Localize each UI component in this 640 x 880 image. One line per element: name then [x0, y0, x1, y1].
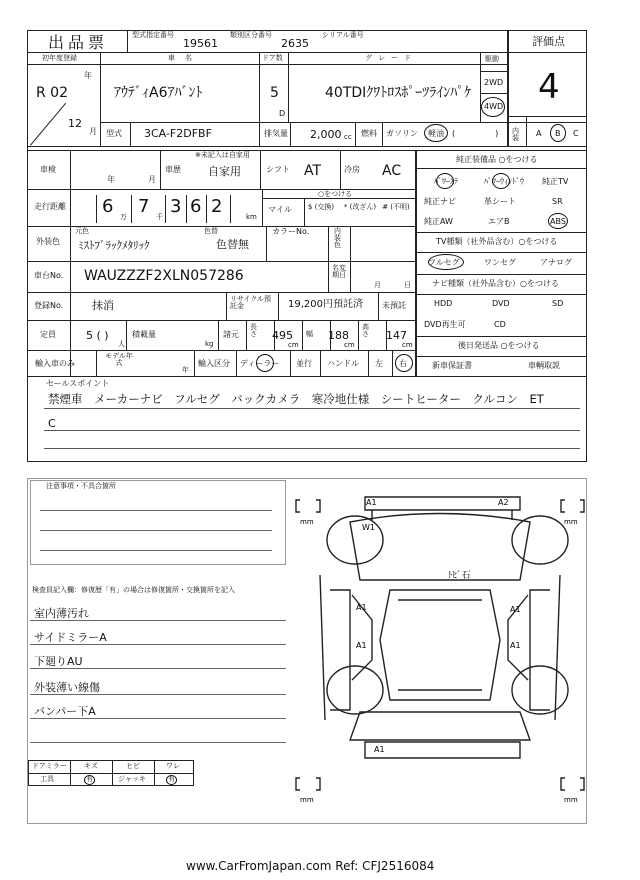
fuel-gasoline: ガソリン — [386, 129, 418, 138]
navi-sd: SD — [552, 299, 564, 308]
mileage-d4: 6 — [190, 196, 202, 217]
load-unit: kg — [205, 340, 214, 348]
mark-chip: ﾄﾋﾞ石 — [448, 571, 471, 581]
handle-label: ハンドル — [327, 359, 359, 368]
recolor-label: 色替 — [204, 227, 218, 235]
tv-analog: アナログ — [540, 258, 572, 267]
navi-cd: CD — [494, 320, 506, 329]
legend-h3: ヒビ — [126, 762, 140, 770]
height-unit: cm — [402, 341, 413, 349]
interior-a: A — [536, 129, 542, 138]
equip-genuine-tv: 純正TV — [542, 177, 569, 186]
recycle-label: リサイクル預託金 — [230, 295, 272, 310]
capacity-label: 定員 — [40, 330, 56, 339]
reg-value: 抹消 — [92, 299, 114, 312]
vin-label: 車台No. — [34, 271, 64, 280]
model-label: 型式 — [106, 129, 122, 138]
navi-title: ナビ種類（社外品含む）○をつける — [432, 279, 559, 288]
page-title: 出品票 — [48, 33, 109, 52]
legend-r1: 工具 — [40, 775, 54, 783]
vin-value: WAUZZZF2XLN057286 — [84, 268, 244, 284]
import-dealer: ディーラー — [240, 359, 280, 368]
usage-note: ※未記入は自家用 — [195, 151, 250, 159]
note-item-5: バンパー下A — [34, 705, 96, 718]
reg-label: 登録No. — [34, 301, 64, 310]
mileage-check-label: ○をつける — [318, 190, 353, 198]
first-reg-label: 初年度登録 — [42, 54, 77, 62]
note-item-3: 下廻りAU — [34, 655, 83, 668]
first-reg-month: 12 — [68, 117, 82, 130]
length-label: 長さ — [250, 323, 257, 338]
legend-r2: 有 — [86, 775, 93, 783]
navi-dvd-play: DVD再生可 — [424, 320, 466, 329]
mileage-d1: 6 — [102, 196, 114, 217]
recolor-value: 色替無 — [216, 238, 249, 251]
score-value: 4 — [538, 67, 560, 107]
later-title: 後日発送品 ○をつける — [458, 341, 540, 350]
mark-a1-right-rear: A1 — [510, 641, 521, 650]
mileage-d3: 3 — [170, 196, 182, 217]
shift-value: AT — [304, 163, 322, 179]
import-parallel: 並行 — [296, 359, 312, 368]
equip-power-steering: ﾊﾟﾜｰｽﾃ — [434, 177, 458, 186]
category-value: 2635 — [281, 37, 309, 50]
width-label: 幅 — [306, 330, 313, 338]
fuel-label: 燃料 — [361, 129, 377, 138]
mileage-unknown: # (不明) — [382, 203, 410, 211]
carname-label: 車名 — [168, 54, 202, 62]
title-change-day: 日 — [404, 281, 411, 289]
legend-r4: 有 — [168, 775, 175, 783]
color-label: 外装色 — [36, 237, 60, 246]
first-reg-era: R 02 — [36, 85, 68, 101]
navi-dvd: DVD — [492, 299, 510, 308]
import-type-label: 輸入区分 — [198, 359, 230, 368]
serial-label: シリアル番号 — [322, 31, 364, 39]
interior-b: B — [555, 129, 561, 138]
width-value: 188 — [328, 329, 349, 342]
footer-watermark: www.CarFromJapan.com Ref: CFJ2516084 — [186, 859, 435, 873]
displacement-value: 2,000 — [310, 128, 342, 141]
legend-h2: キズ — [84, 762, 98, 770]
equip-power-window: ﾊﾟﾜｰｳｨﾝﾄﾞｳ — [484, 177, 524, 186]
drive-2wd: 2WD — [484, 78, 504, 87]
equip-airbag: エアB — [488, 217, 510, 226]
model-year-unit: 年 — [182, 366, 189, 374]
mileage-d2: 7 — [138, 196, 150, 217]
inspector-label: 検査員記入欄：修復歴「有」の場合は修復箇所・交換箇所を記入 — [32, 586, 235, 594]
notes-label: 注意事項・不具合箇所 — [46, 482, 116, 490]
recycle-value: 19,200円預託済 — [288, 299, 363, 310]
mark-a2-front: A2 — [498, 498, 509, 507]
door-sub: D — [279, 109, 286, 118]
first-reg-year-unit: 年 — [84, 71, 92, 80]
mileage-man: 万 — [120, 213, 127, 221]
drive-label: 駆動 — [485, 55, 499, 63]
score-label: 評価点 — [532, 35, 565, 48]
equip-leather-seat: 革シート — [484, 197, 516, 206]
sales-line2: C — [48, 417, 56, 430]
mileage-exchange: $ (交換) — [307, 203, 335, 211]
shaken-label: 車検 — [40, 165, 56, 174]
colorno-label: カラーNo. — [272, 227, 310, 236]
door-label: ドア数 — [262, 54, 283, 62]
displacement-label: 排気量 — [264, 129, 288, 138]
title-change-month: 月 — [374, 281, 381, 289]
height-label: 高さ — [362, 323, 369, 338]
model-value: 3CA-F2DFBF — [144, 127, 212, 140]
carname-value: ｱｳﾃﾞｨA6ｱﾊﾞﾝﾄ — [114, 85, 203, 101]
type-designation-value: 19561 — [183, 37, 218, 50]
tv-oneseg: ワンセグ — [484, 258, 516, 267]
interior-color-label: 内装色 — [334, 227, 341, 249]
model-year-label: モデル年式 — [105, 352, 133, 367]
interior-c: C — [573, 129, 579, 138]
shaken-month: 月 — [148, 175, 156, 184]
navi-hdd: HDD — [434, 299, 453, 308]
length-value: 495 — [272, 329, 293, 342]
title-change-label: 名変期日 — [332, 264, 346, 279]
mark-a1-right-front: A1 — [510, 605, 521, 614]
ac-label: 冷房 — [344, 165, 360, 174]
equip-sunroof: SR — [552, 197, 563, 206]
mm-label-fr: mm — [564, 518, 578, 526]
equip-genuine-aw: 純正AW — [424, 217, 453, 226]
handle-left: 左 — [375, 359, 383, 368]
grade-label: グレード — [365, 54, 417, 62]
first-reg-month-unit: 月 — [89, 127, 97, 136]
tv-title: TV種類（社外品含む）○をつける — [436, 237, 558, 246]
shaken-year: 年 — [107, 175, 115, 184]
mileage-label: 走行距離 — [34, 202, 66, 211]
handle-right: 右 — [399, 359, 407, 368]
mm-label-fl: mm — [300, 518, 314, 526]
type-designation-label: 型式指定番号 — [132, 31, 174, 39]
category-label: 類別区分番号 — [230, 31, 272, 39]
note-item-1: 室内薄汚れ — [34, 607, 89, 620]
door-value: 5 — [270, 85, 279, 101]
import-only-label: 輸入車のみ — [35, 359, 75, 368]
load-label: 積載量 — [132, 330, 156, 339]
mileage-mile: マイル — [268, 205, 292, 214]
mileage-unit: km — [246, 213, 257, 221]
tv-fullseg: フルセグ — [428, 258, 460, 267]
equip-genuine-navi: 純正ナビ — [424, 197, 456, 206]
length-unit: cm — [288, 341, 299, 349]
drive-4wd: 4WD — [484, 102, 504, 111]
interior-label: 内装 — [512, 127, 519, 142]
usage-label: 車歴 — [165, 165, 181, 174]
equip-abs: ABS — [550, 217, 566, 226]
legend-h1: ドアミラー — [32, 762, 67, 770]
sales-label: セールスポイント — [46, 379, 110, 388]
fuel-diesel: 軽油 — [428, 129, 444, 138]
mark-a1-left-front: A1 — [356, 603, 367, 612]
mileage-d5: 2 — [211, 196, 223, 217]
legend-r3: ジャッキ — [118, 775, 146, 783]
width-unit: cm — [344, 341, 355, 349]
color-value: ﾐｽﾄﾌﾞﾗｯｸﾒﾀﾘｯｸ — [78, 239, 150, 252]
displacement-unit: cc — [344, 133, 352, 141]
legend-h4: ワレ — [166, 762, 180, 770]
shift-label: シフト — [266, 165, 290, 174]
later-manual: 車輌取説 — [528, 361, 560, 370]
ac-value: AC — [382, 163, 402, 179]
grade-value: 40TDIｸﾜﾄﾛｽﾎﾟｰﾂﾗｲﾝﾊﾟｹ — [325, 85, 472, 101]
orig-color-label: 元色 — [75, 227, 89, 235]
mileage-sen: 千 — [156, 213, 163, 221]
note-item-2: サイドミラーA — [34, 631, 107, 644]
mileage-modified: * (改ざん) — [343, 203, 377, 211]
note-item-4: 外装薄い線傷 — [34, 681, 100, 694]
mark-a1-front: A1 — [366, 498, 377, 507]
mm-label-rr: mm — [564, 796, 578, 804]
later-warranty: 新車保証書 — [432, 361, 472, 370]
dims-label: 諸元 — [223, 330, 239, 339]
capacity-unit: 人 — [118, 340, 125, 348]
equipment-title: 純正装備品 ○をつける — [456, 155, 538, 164]
sales-line1: 禁煙車 メーカーナビ フルセグ バックカメラ 寒冷地仕様 シートヒーター クルコン ET — [48, 392, 544, 406]
mark-w1: W1 — [362, 523, 375, 532]
mm-label-rl: mm — [300, 796, 314, 804]
mark-a1-rear: A1 — [374, 745, 385, 754]
mark-a1-left-rear: A1 — [356, 641, 367, 650]
usage-value: 自家用 — [208, 165, 241, 178]
height-value: 147 — [386, 329, 407, 342]
recycle-unpaid: 未預託 — [382, 301, 406, 310]
capacity-value: 5 ( ) — [86, 329, 109, 342]
